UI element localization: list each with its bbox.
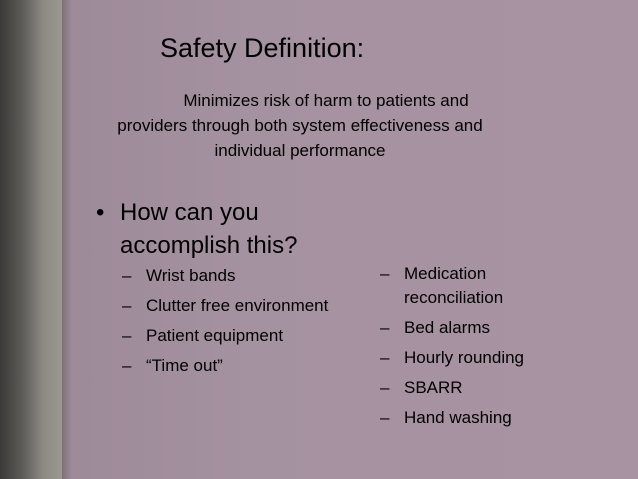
list-item xyxy=(380,346,580,370)
list-item xyxy=(380,376,580,400)
list-item-text: Wrist bands xyxy=(146,266,236,285)
list-item-text: “Time out” xyxy=(146,356,223,375)
definition-line-1: Minimizes risk of harm to patients and xyxy=(183,91,469,110)
list-item-text: Patient equipment xyxy=(146,326,284,345)
definition-text xyxy=(62,88,538,163)
left-list xyxy=(122,264,332,384)
definition-line-2: providers through both system effectiveness and xyxy=(117,116,483,135)
list-item xyxy=(122,354,332,378)
list-item-text: Hourly rounding xyxy=(404,348,525,367)
dash-icon: – xyxy=(380,348,390,367)
question-bullet xyxy=(96,196,297,262)
dash-icon: – xyxy=(122,326,132,345)
question-line-2: accomplish this? xyxy=(120,232,298,259)
list-item xyxy=(380,316,580,340)
list-item-text: Hand washing xyxy=(404,408,512,427)
list-item xyxy=(122,294,332,318)
list-item-text: Medication reconciliation xyxy=(404,264,504,307)
list-item-text: Clutter free environment xyxy=(146,296,329,315)
list-item xyxy=(122,264,332,288)
dash-icon: – xyxy=(380,378,390,397)
left-bar-edge xyxy=(62,0,72,479)
bullet-icon: • xyxy=(96,199,105,226)
list-item xyxy=(380,406,580,430)
dash-icon: – xyxy=(380,408,390,427)
dash-icon: – xyxy=(380,318,390,337)
list-item-text: SBARR xyxy=(404,378,463,397)
left-decorative-bar xyxy=(0,0,62,479)
list-item xyxy=(122,324,332,348)
list-item-text: Bed alarms xyxy=(404,318,490,337)
slide-title: Safety Definition: xyxy=(160,33,365,63)
dash-icon: – xyxy=(122,296,132,315)
dash-icon: – xyxy=(122,266,132,285)
list-item xyxy=(380,262,580,310)
dash-icon: – xyxy=(380,264,390,283)
dash-icon: – xyxy=(122,356,132,375)
question-line-1: How can you xyxy=(120,199,259,226)
definition-line-3: individual performance xyxy=(214,141,386,160)
right-list xyxy=(380,262,580,436)
